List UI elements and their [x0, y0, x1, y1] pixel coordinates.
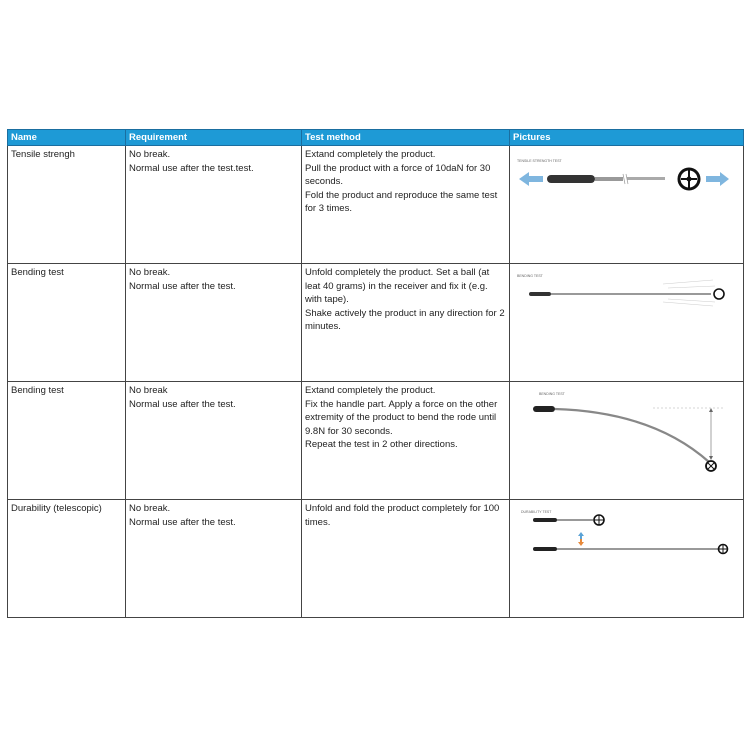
tensile-test-diagram-icon: [513, 148, 741, 261]
method-line: Shake actively the product in any direction for 2 minutes.: [305, 307, 505, 333]
cell-test-method: [302, 382, 510, 500]
cell-name: Durability (telescopic): [8, 500, 126, 618]
requirement-line: Normal use after the test.test.: [129, 162, 254, 174]
method-line: Repeat the test in 2 other directions.: [305, 439, 458, 451]
table-row: [8, 500, 744, 618]
cell-name: Tensile strengh: [8, 146, 126, 264]
cell-test-method: [302, 500, 510, 618]
shake-test-diagram-icon: [513, 266, 741, 379]
method-line: Pull the product with a force of 10daN for 30 seconds.: [305, 162, 491, 188]
requirement-line: Normal use after the test.: [129, 516, 236, 528]
cell-requirement: [126, 146, 302, 264]
requirement-line: No break: [129, 385, 168, 396]
picture-caption: TENSILE STRENGTH TEST: [517, 159, 562, 163]
cell-requirement: [126, 382, 302, 500]
col-header-test-method: Test method: [302, 130, 510, 146]
table-row: [8, 264, 744, 382]
picture-caption: DURABILITY TEST: [521, 510, 552, 514]
method-line: Unfold and fold the product completely for 100 times.: [305, 503, 500, 528]
method-line: Fix the handle part. Apply a force on the other extremity of the product to bend the rode until 9.8N for 30 seconds.: [305, 398, 498, 437]
cell-picture: [510, 500, 744, 618]
test-spec-table: [7, 129, 744, 618]
cell-picture: [510, 264, 744, 382]
requirement-line: Normal use after the test.: [129, 398, 236, 410]
header-row: [8, 130, 744, 146]
requirement-line: No break.: [129, 267, 171, 278]
picture-caption: BENDING TEST: [517, 274, 543, 278]
cell-name: Bending test: [8, 382, 126, 500]
cell-picture: [510, 382, 744, 500]
table-row: [8, 146, 744, 264]
cell-name: Bending test: [8, 264, 126, 382]
picture-caption: BENDING TEST: [539, 392, 565, 396]
bend-test-diagram-icon: [513, 384, 741, 497]
cell-test-method: [302, 264, 510, 382]
method-line: Unfold completely the product. Set a ball (at leat 40 grams) in the receiver and fix it (e.g. with tape).: [305, 267, 490, 306]
cell-test-method: [302, 146, 510, 264]
cell-picture: [510, 146, 744, 264]
requirement-line: No break.: [129, 503, 171, 514]
method-line: Extand completely the product.: [305, 149, 436, 160]
requirement-line: Normal use after the test.: [129, 280, 236, 292]
durability-test-diagram-icon: [513, 502, 741, 615]
cell-requirement: [126, 264, 302, 382]
col-header-pictures: Pictures: [510, 130, 744, 146]
cell-requirement: [126, 500, 302, 618]
method-line: Fold the product and reproduce the same test for 3 times.: [305, 189, 498, 215]
method-line: Extand completely the product.: [305, 385, 436, 396]
col-header-name: Name: [8, 130, 126, 146]
requirement-line: No break.: [129, 149, 171, 160]
col-header-requirement: Requirement: [126, 130, 302, 146]
table-row: [8, 382, 744, 500]
